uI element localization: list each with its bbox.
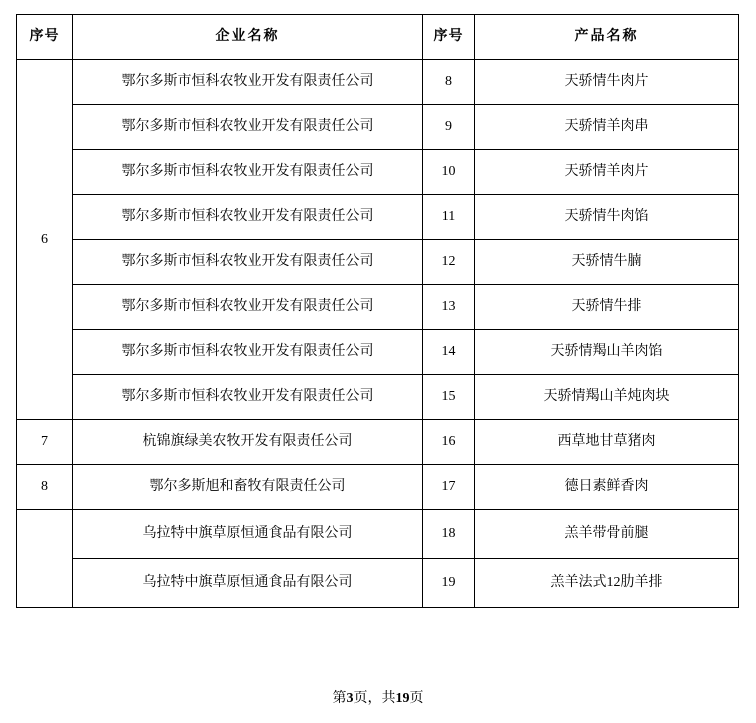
header-index1: 序号	[17, 15, 73, 60]
product-index: 17	[423, 465, 475, 510]
product-index: 8	[423, 60, 475, 105]
product-index: 18	[423, 510, 475, 559]
page-footer	[0, 687, 756, 707]
table-row	[17, 559, 739, 608]
document-page	[0, 14, 756, 723]
product-name: 西草地甘草猪肉	[475, 420, 739, 465]
product-name: 天骄情羯山羊肉馅	[475, 330, 739, 375]
table-row	[17, 375, 739, 420]
product-name: 天骄情牛排	[475, 285, 739, 330]
table-header	[17, 15, 739, 60]
footer-text-middle: 页，共	[353, 691, 396, 706]
header-index2: 序号	[423, 15, 475, 60]
product-name: 羔羊带骨前腿	[475, 510, 739, 559]
table-row	[17, 420, 739, 465]
product-name: 天骄情牛腩	[475, 240, 739, 285]
company-name: 鄂尔多斯市恒科农牧业开发有限责任公司	[73, 285, 423, 330]
company-name: 鄂尔多斯市恒科农牧业开发有限责任公司	[73, 150, 423, 195]
company-name: 鄂尔多斯市恒科农牧业开发有限责任公司	[73, 60, 423, 105]
company-name: 鄂尔多斯市恒科农牧业开发有限责任公司	[73, 240, 423, 285]
company-name: 鄂尔多斯市恒科农牧业开发有限责任公司	[73, 195, 423, 240]
product-name: 羔羊法式12肋羊排	[475, 559, 739, 608]
footer-text-after: 页	[409, 691, 424, 706]
company-name: 鄂尔多斯市恒科农牧业开发有限责任公司	[73, 105, 423, 150]
product-index: 16	[423, 420, 475, 465]
product-index: 13	[423, 285, 475, 330]
group-index: 7	[17, 420, 73, 465]
table-row	[17, 105, 739, 150]
product-index: 14	[423, 330, 475, 375]
table-row	[17, 60, 739, 105]
product-name: 天骄情牛肉馅	[475, 195, 739, 240]
company-name: 鄂尔多斯市恒科农牧业开发有限责任公司	[73, 330, 423, 375]
table-row	[17, 150, 739, 195]
product-table	[16, 14, 739, 608]
product-name: 天骄情羊肉片	[475, 150, 739, 195]
product-name: 天骄情羊肉串	[475, 105, 739, 150]
table-header-row	[17, 15, 739, 60]
footer-text-before: 第	[332, 691, 347, 706]
table-row	[17, 195, 739, 240]
group-index: 6	[17, 60, 73, 420]
product-name: 天骄情牛肉片	[475, 60, 739, 105]
product-index: 11	[423, 195, 475, 240]
company-name: 乌拉特中旗草原恒通食品有限公司	[73, 510, 423, 559]
table-row	[17, 465, 739, 510]
group-index	[17, 510, 73, 608]
company-name: 乌拉特中旗草原恒通食品有限公司	[73, 559, 423, 608]
company-name: 鄂尔多斯市恒科农牧业开发有限责任公司	[73, 375, 423, 420]
product-index: 12	[423, 240, 475, 285]
table-row	[17, 510, 739, 559]
footer-page-number: 3	[346, 691, 354, 706]
company-name: 鄂尔多斯旭和畜牧有限责任公司	[73, 465, 423, 510]
company-name: 杭锦旗绿美农牧开发有限责任公司	[73, 420, 423, 465]
table-row	[17, 330, 739, 375]
product-index: 9	[423, 105, 475, 150]
product-name: 德日素鲜香肉	[475, 465, 739, 510]
product-index: 15	[423, 375, 475, 420]
group-index: 8	[17, 465, 73, 510]
product-name: 天骄情羯山羊炖肉块	[475, 375, 739, 420]
header-company: 企业名称	[73, 15, 423, 60]
product-index: 10	[423, 150, 475, 195]
table-body	[17, 60, 739, 608]
table-row	[17, 240, 739, 285]
table-row	[17, 285, 739, 330]
product-index: 19	[423, 559, 475, 608]
footer-total-pages: 19	[395, 691, 410, 706]
header-product: 产品名称	[475, 15, 739, 60]
